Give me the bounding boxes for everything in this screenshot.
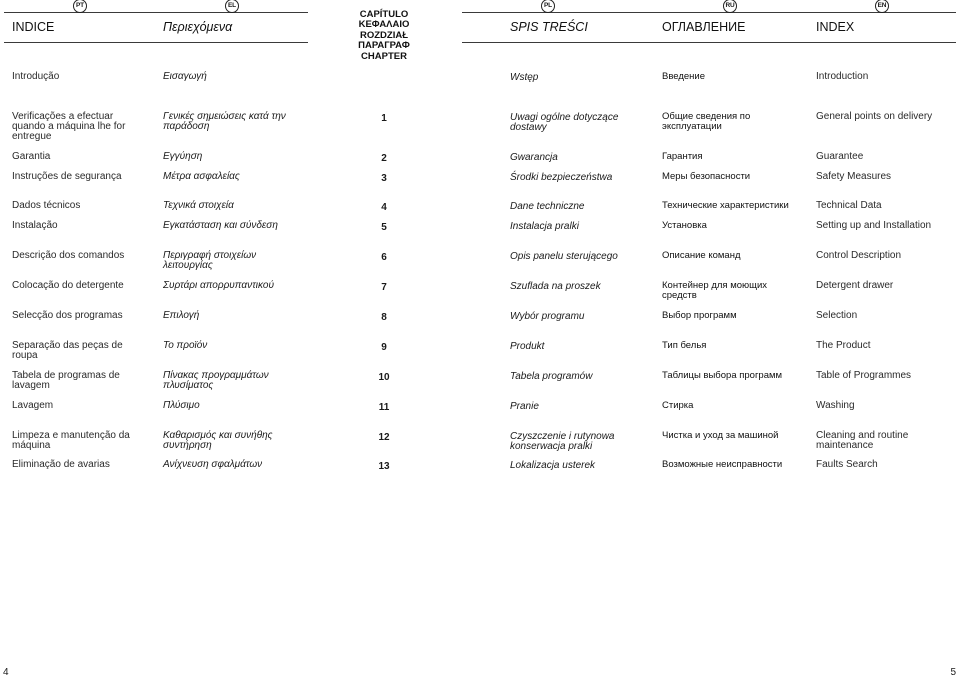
chapter-number: 13 <box>378 461 390 472</box>
index-row <box>0 281 960 311</box>
entry-pt: Tabela de programas de lavagem <box>12 370 120 391</box>
entry-ru: Таблицы выбора программ <box>662 370 783 381</box>
entry-ru: Установка <box>662 220 707 231</box>
entry-pl: Dane techniczne <box>510 201 585 212</box>
entry-en: Safety Measures <box>816 171 892 182</box>
entry-en: Technical Data <box>816 200 882 211</box>
entry-pt: Introdução <box>12 71 60 82</box>
language-badge-pt: PT <box>73 0 87 13</box>
language-badge-pl: PL <box>541 0 555 13</box>
entry-en: Table of Programmes <box>816 370 912 381</box>
chapter-heading <box>334 10 434 62</box>
chapter-heading-line: ПАРАГРАФ <box>358 40 410 52</box>
chapter-heading-line: CAPÍTULO <box>359 9 409 20</box>
language-badge-en: EN <box>875 0 889 13</box>
entry-pl: Czyszczenie i rutynowa konserwacja pralki <box>510 431 615 452</box>
chapter-number: 10 <box>378 372 390 383</box>
entry-pl: Gwarancja <box>510 152 558 163</box>
entry-el: Περιγραφή στοιχείων λειτουργίας <box>163 250 257 271</box>
index-row <box>0 371 960 401</box>
entry-ru: Введение <box>662 71 706 82</box>
chapter-number: 2 <box>381 153 387 164</box>
index-heading-pt: INDICE <box>12 20 55 34</box>
entry-ru: Тип белья <box>662 340 707 351</box>
entry-el: Γενικές σημειώσεις κατά την παράδοση <box>163 111 286 132</box>
entry-ru: Общие сведения по эксплуатации <box>662 111 751 132</box>
chapter-number: 3 <box>381 173 387 184</box>
page-number-right: 5 <box>950 667 956 678</box>
index-row <box>0 311 960 341</box>
entry-ru: Чистка и уход за машиной <box>662 430 779 441</box>
index-row <box>0 401 960 431</box>
entry-en: Detergent drawer <box>816 280 894 291</box>
entry-en: Setting up and Installation <box>816 220 932 231</box>
chapter-number: 6 <box>381 252 387 263</box>
chapter-number: 5 <box>381 222 387 233</box>
chapter-number: 1 <box>381 113 387 124</box>
entry-en: Selection <box>816 310 858 321</box>
entry-pt: Separação das peças de roupa <box>12 340 123 361</box>
entry-pt: Garantia <box>12 151 51 162</box>
header-rule-bottom-left <box>4 42 308 43</box>
entry-pt: Lavagem <box>12 400 54 411</box>
entry-el: Τεχνικά στοιχεία <box>163 200 234 211</box>
entry-pl: Wybór programu <box>510 311 585 322</box>
entry-pt: Dados técnicos <box>12 200 81 211</box>
header-rule-top-left <box>4 12 308 13</box>
entry-ru: Технические характеристики <box>662 200 789 211</box>
index-heading-en: INDEX <box>816 20 855 34</box>
entry-pl: Uwagi ogólne dotyczące dostawy <box>510 112 619 133</box>
entry-pt: Instalação <box>12 220 58 231</box>
entry-en: Control Description <box>816 250 902 261</box>
header-rule-bottom-right <box>462 42 956 43</box>
chapter-number: 8 <box>381 312 387 323</box>
index-row <box>0 251 960 281</box>
index-row <box>0 221 960 251</box>
entry-pl: Pranie <box>510 401 539 412</box>
chapter-heading-line: CHAPTER <box>361 50 407 62</box>
index-row <box>0 431 960 461</box>
chapter-heading-line: ROZDZIAŁ <box>359 29 409 41</box>
index-heading-el: Περιεχόμενα <box>163 20 233 34</box>
chapter-heading-line: ΚΕΦΑΛΑΙΟ <box>358 19 410 31</box>
chapter-number: 7 <box>381 282 387 293</box>
index-row <box>0 341 960 371</box>
entry-en: Washing <box>816 400 855 411</box>
entry-pl: Instalacja pralki <box>510 221 579 232</box>
entry-pl: Tabela programów <box>510 371 593 382</box>
entry-ru: Стирка <box>662 400 694 411</box>
language-badge-ru: RU <box>723 0 737 13</box>
entry-en: Faults Search <box>816 459 878 470</box>
entry-en: Cleaning and routine maintenance <box>816 430 909 451</box>
entry-el: Πίνακας προγραμμάτων πλυσίματος <box>163 370 269 391</box>
entry-el: Πλύσιμο <box>163 400 200 411</box>
page-number-left: 4 <box>3 667 9 678</box>
entry-pt: Colocação do detergente <box>12 280 124 291</box>
entry-en: General points on delivery <box>816 111 933 122</box>
entry-ru: Выбор программ <box>662 310 737 321</box>
entry-pt: Verificações a efectuar quando a máquina lhe for entregue <box>12 111 126 142</box>
entry-pt: Eliminação de avarias <box>12 459 110 470</box>
entry-pt: Descrição dos comandos <box>12 250 125 261</box>
index-row <box>0 460 960 490</box>
chapter-number: 9 <box>381 342 387 353</box>
entry-el: Επιλογή <box>163 310 200 321</box>
chapter-number: 11 <box>378 402 390 413</box>
entry-el: Εγκατάσταση και σύνδεση <box>163 220 278 231</box>
entry-pl: Szuflada na proszek <box>510 281 601 292</box>
entry-el: Ανίχνευση σφαλμάτων <box>163 459 263 470</box>
entry-ru: Гарантия <box>662 151 703 162</box>
entry-pt: Instruções de segurança <box>12 171 122 182</box>
entry-ru: Описание команд <box>662 250 741 261</box>
entry-el: Εγγύηση <box>163 151 203 162</box>
entry-pl: Produkt <box>510 341 545 352</box>
entry-ru: Возможные неисправности <box>662 459 783 470</box>
entry-pl: Wstęp <box>510 72 539 83</box>
entry-pl: Lokalizacja usterek <box>510 460 596 471</box>
entry-ru: Меры безопасности <box>662 171 751 182</box>
entry-el: Καθαρισμός και συνήθης συντήρηση <box>163 430 273 451</box>
index-row <box>0 112 960 142</box>
entry-ru: Контейнер для моющих средств <box>662 280 768 301</box>
entry-pl: Środki bezpieczeństwa <box>510 172 613 183</box>
language-badge-el: EL <box>225 0 239 13</box>
entry-en: Guarantee <box>816 151 864 162</box>
chapter-number: 4 <box>381 202 387 213</box>
entry-el: Συρτάρι απορρυπαντικού <box>163 280 274 291</box>
entry-en: The Product <box>816 340 871 351</box>
entry-el: Το προϊόν <box>163 340 208 351</box>
entry-pt: Limpeza e manutenção da máquina <box>12 430 130 451</box>
entry-pl: Opis panelu sterującego <box>510 251 618 262</box>
entry-el: Μέτρα ασφαλείας <box>163 171 240 182</box>
entry-el: Εισαγωγή <box>163 71 207 82</box>
index-row <box>0 72 960 102</box>
entry-en: Introduction <box>816 71 869 82</box>
index-row <box>0 172 960 202</box>
index-heading-pl: SPIS TREŚCI <box>510 20 588 34</box>
chapter-number: 12 <box>378 432 390 443</box>
entry-pt: Selecção dos programas <box>12 310 123 321</box>
index-heading-ru: ОГЛАВЛЕНИЕ <box>662 20 746 34</box>
